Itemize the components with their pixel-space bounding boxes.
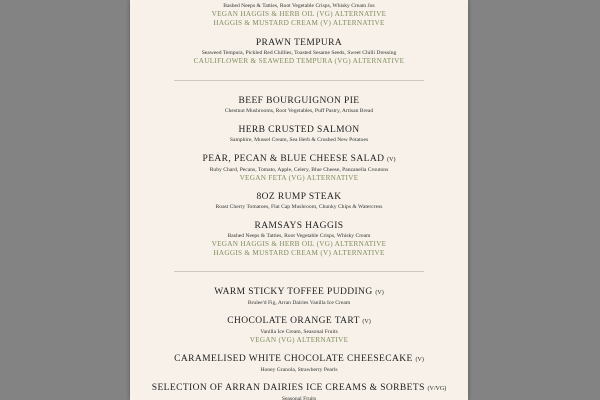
- item-title: [130, 154, 468, 166]
- dietary-tag: (V): [415, 357, 424, 363]
- item-description: Chestnut Mushrooms, Root Vegetables, Puff Pastry, Artisan Bread: [224, 108, 374, 114]
- item-description: Vanilla Ice Cream, Seasonal Fruits: [260, 329, 338, 335]
- item-description: Bashed Neeps & Tatties, Root Vegetable Crisps, Whisky Cream: [227, 233, 371, 239]
- item-alternative: VEGAN (VG) ALTERNATIVE: [249, 336, 349, 344]
- item-title-text: PEAR, PECAN & BLUE CHEESE SALAD: [202, 154, 385, 164]
- item-title-text: CHOCOLATE ORANGE TART: [227, 316, 360, 326]
- item-title: RAMSAYS HAGGIS: [254, 221, 344, 231]
- item-alternative: VEGAN HAGGIS & HERB OIL (VG) ALTERNATIVE: [211, 10, 387, 18]
- main-rump-steak: [130, 192, 468, 211]
- item-description: Brulee'd Fig, Arran Dairies Vanilla Ice Cream: [247, 300, 351, 306]
- item-title: 8OZ RUMP STEAK: [256, 192, 342, 202]
- dietary-tag: (V): [375, 290, 384, 296]
- section-divider: [174, 80, 424, 81]
- item-description: Ruby Chard, Pecans, Tomato, Apple, Celery, Blue Cheese, Panzanella Croutons: [209, 167, 389, 173]
- section-divider: [174, 271, 424, 272]
- item-title: PRAWN TEMPURA: [255, 38, 343, 48]
- starter-haggis: [130, 2, 468, 28]
- dietary-tag: (V): [387, 157, 396, 163]
- item-alternative: VEGAN FETA (VG) ALTERNATIVE: [239, 174, 359, 182]
- dietary-tag: (V/VG): [427, 386, 447, 392]
- item-description: Seasonal Fruits: [281, 396, 317, 400]
- item-alternative: VEGAN HAGGIS & HERB OIL (VG) ALTERNATIVE: [211, 240, 387, 248]
- menu-page: [130, 0, 468, 400]
- dessert-ice-creams: [130, 383, 468, 400]
- item-description: Seaweed Tempura, Pickled Red Chillies, Toasted Sesame Seeds, Sweet Chilli Dressing: [201, 50, 397, 56]
- item-description: Roast Cherry Tomatoes, Flat Cap Mushroom, Chunky Chips & Watercress: [215, 204, 383, 210]
- item-alternative: CAULIFLOWER & SEAWEED TEMPURA (VG) ALTERNATIVE: [193, 57, 405, 65]
- main-salmon: [130, 125, 468, 144]
- item-title: BEEF BOURGUIGNON PIE: [238, 96, 360, 106]
- item-title-text: CARAMELISED WHITE CHOCOLATE CHEESECAKE: [174, 354, 413, 364]
- item-title-text: WARM STICKY TOFFEE PUDDING: [214, 287, 373, 297]
- dietary-tag: (V): [362, 319, 371, 325]
- main-haggis: [130, 221, 468, 258]
- item-alternative: HAGGIS & MUSTARD CREAM (V) ALTERNATIVE: [213, 249, 385, 257]
- item-title-text: SELECTION OF ARRAN DAIRIES ICE CREAMS & SORBETS: [151, 383, 425, 393]
- main-beef-pie: [130, 96, 468, 115]
- dessert-orange-tart: [130, 316, 468, 345]
- main-pear-salad: [130, 154, 468, 183]
- item-description: Bashed Neeps & Tatties, Root Vegetable Crisps, Whisky Cream Jus: [223, 3, 375, 9]
- starter-prawn-tempura: [130, 38, 468, 66]
- item-alternative: HAGGIS & MUSTARD CREAM (V) ALTERNATIVE: [213, 19, 385, 27]
- dessert-cheesecake: [130, 354, 468, 374]
- item-title: [130, 354, 468, 366]
- item-description: Samphire, Mussel Cream, Sea Herb & Crushed New Potatoes: [229, 137, 369, 143]
- item-description: Honey Granola, Strawberry Pearls: [260, 367, 338, 373]
- dessert-toffee-pudding: [130, 287, 468, 307]
- item-title: [130, 383, 468, 395]
- item-title: HERB CRUSTED SALMON: [238, 125, 360, 135]
- item-title: [130, 316, 468, 328]
- item-title: [130, 287, 468, 299]
